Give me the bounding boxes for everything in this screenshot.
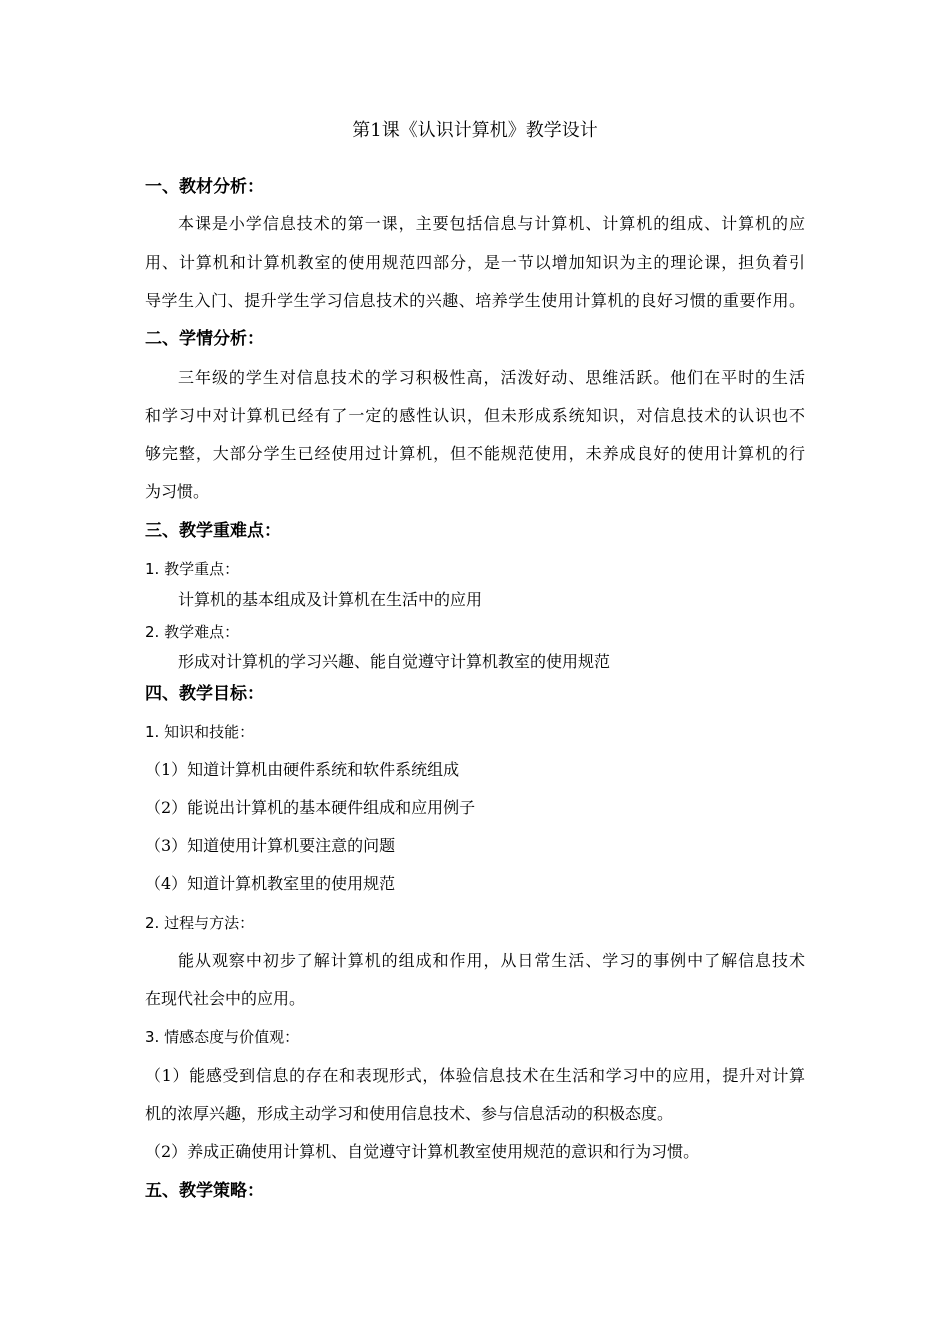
subheading-emotion-values: 3. 情感态度与价值观： [145, 1028, 300, 1046]
paragraph-line: 和学习中对计算机已经有了一定的感性认识，但未形成系统知识，对信息技术的认识也不 [145, 406, 805, 425]
paragraph-line: 导学生入门、提升学生学习信息技术的兴趣、培养学生使用计算机的良好习惯的重要作用。 [145, 291, 805, 310]
document-title: 第1课《认识计算机》教学设计 [352, 120, 598, 141]
paragraph-line: 为习惯。 [145, 482, 210, 501]
list-item: （2）能说出计算机的基本硬件组成和应用例子 [145, 798, 476, 817]
subheading-difficult-point: 2. 教学难点： [145, 623, 240, 641]
list-item: （3）知道使用计算机要注意的问题 [145, 836, 396, 855]
section-heading-key-difficult-points: 三、教学重难点： [145, 521, 281, 541]
paragraph-line: 本课是小学信息技术的第一课，主要包括信息与计算机、计算机的组成、计算机的应 [178, 214, 805, 233]
subheading-key-point: 1. 教学重点： [145, 560, 240, 578]
paragraph-line: 能从观察中初步了解计算机的组成和作用，从日常生活、学习的事例中了解信息技术 [178, 951, 805, 970]
list-item: （4）知道计算机教室里的使用规范 [145, 874, 396, 893]
section-heading-teaching-strategy: 五、教学策略： [145, 1181, 264, 1201]
difficult-point-text: 形成对计算机的学习兴趣、能自觉遵守计算机教室的使用规范 [178, 652, 611, 671]
section-heading-textbook-analysis: 一、教材分析： [145, 177, 264, 197]
paragraph-line: 三年级的学生对信息技术的学习积极性高，活泼好动、思维活跃。他们在平时的生活 [178, 368, 805, 387]
subheading-knowledge-skills: 1. 知识和技能： [145, 723, 255, 741]
list-item: （1）知道计算机由硬件系统和软件系统组成 [145, 760, 460, 779]
paragraph-line: 够完整，大部分学生已经使用过计算机，但不能规范使用，未养成良好的使用计算机的行 [145, 444, 805, 463]
key-point-text: 计算机的基本组成及计算机在生活中的应用 [178, 590, 483, 609]
paragraph-line: （1）能感受到信息的存在和表现形式，体验信息技术在生活和学习中的应用，提升对计算 [145, 1066, 805, 1085]
paragraph-line: 用、计算机和计算机教室的使用规范四部分，是一节以增加知识为主的理论课，担负着引 [145, 253, 805, 272]
subheading-process-method: 2. 过程与方法： [145, 914, 255, 932]
paragraph-line: 在现代社会中的应用。 [145, 989, 306, 1008]
paragraph-line: （2）养成正确使用计算机、自觉遵守计算机教室使用规范的意识和行为习惯。 [145, 1142, 700, 1161]
section-heading-teaching-objectives: 四、教学目标： [145, 684, 264, 704]
paragraph-line: 机的浓厚兴趣，形成主动学习和使用信息技术、参与信息活动的积极态度。 [145, 1104, 674, 1123]
section-heading-learner-analysis: 二、学情分析： [145, 329, 264, 349]
